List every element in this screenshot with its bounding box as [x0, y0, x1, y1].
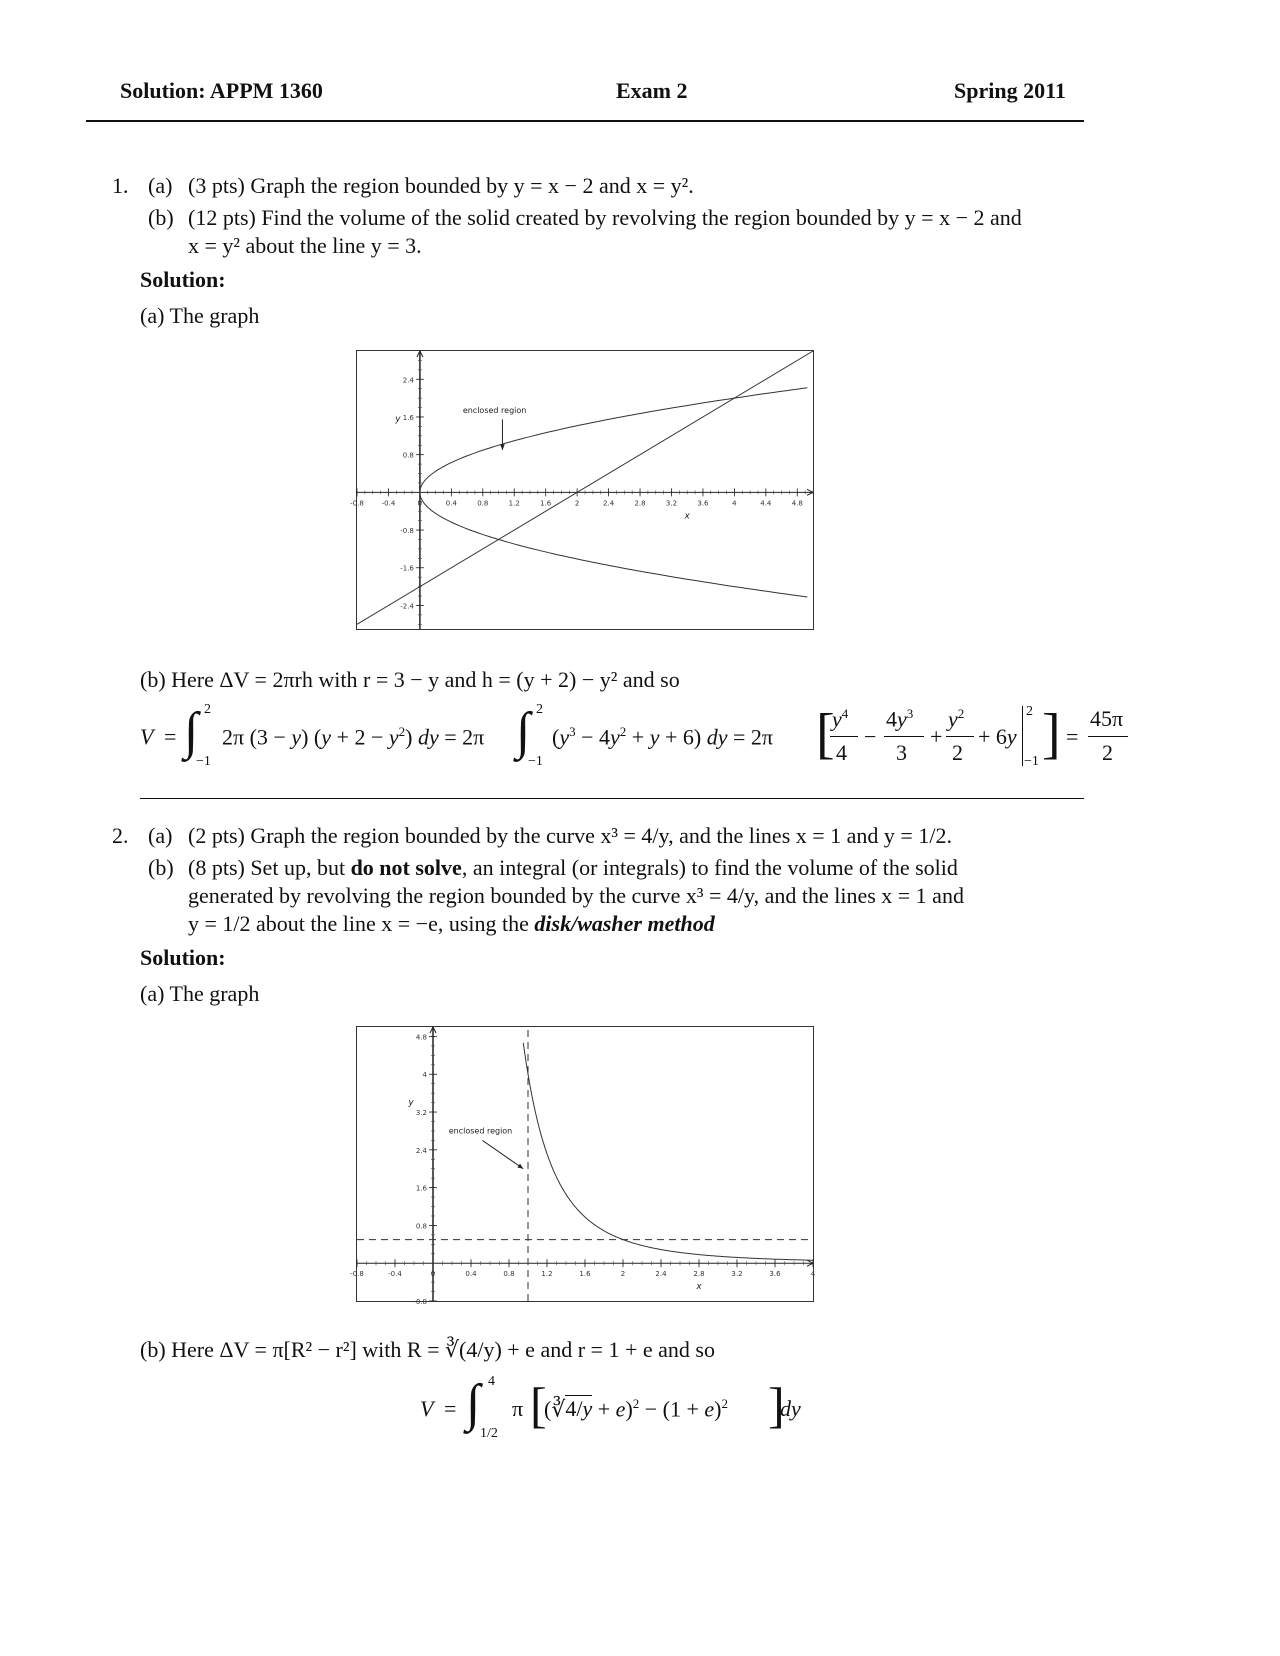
p2-graph-intro: (a) The graph	[140, 981, 260, 1006]
x-tick-label: 0.4	[465, 1270, 477, 1279]
x-tick-label: 3.6	[769, 1270, 781, 1279]
x-tick-label: 3.6	[697, 499, 709, 508]
x-tick-label: 2	[620, 1270, 626, 1279]
p2-b-line2: generated by revolving the region bounded by the curve x³ = 4/y, and the lines x = 1 and	[188, 883, 964, 908]
p1-volume-equation: V = ∫ 2 −1 2π (3 − y) $(y + 2 - y^2)$ dy = 2π ∫ 2 −1 $(y^3 - 4y^2 + y + 6)$ dy = 2π [ $y^4$ 4 − $4y^3$ 3 + $y^2$ 2 + 6y 2 −1 ] = 45π 2	[140, 704, 1130, 778]
y-axis-label: y	[408, 1097, 414, 1108]
p2-b-line1-b: , an integral (or integrals) to find the volume of the solid	[461, 855, 958, 880]
x-tick-label: 4	[732, 499, 737, 508]
x-tick-label: 0.8	[477, 499, 489, 508]
p1-number: 1.	[112, 173, 129, 198]
x-tick-label: 0	[430, 1270, 436, 1279]
x-tick-label: 4.8	[791, 499, 803, 508]
y-tick-label: 2.4	[415, 1146, 427, 1155]
x-tick-label: -0.8	[350, 499, 364, 508]
y-tick-label: -1.6	[400, 564, 414, 573]
p2-a-text: (2 pts) Graph the region bounded by the curve x³ = 4/y, and the lines x = 1 and y = 1/2.	[188, 823, 952, 848]
header-rule	[86, 120, 1084, 122]
p1-a-label: (a)	[148, 173, 173, 198]
y-axis-label: y	[395, 414, 401, 425]
p2-b-line1-a: (8 pts) Set up, but	[188, 855, 346, 880]
p1-b-label: (b)	[148, 205, 174, 230]
x-tick-label: -0.8	[350, 1270, 364, 1279]
x-tick-label: -0.4	[381, 499, 396, 508]
series-line	[357, 351, 813, 624]
annotation-label: enclosed region	[462, 406, 527, 416]
x-tick-label: 3.2	[665, 499, 678, 508]
p2-volume-equation: V = ∫ 4 1/2 π [ (∛4/y + $e)^2 - (1 + e)^2$ ] dy	[420, 1374, 801, 1441]
p2-b-method: disk/washer method	[534, 911, 715, 936]
p2-b-label: (b)	[148, 855, 174, 880]
series-line	[417, 492, 808, 597]
x-axis-label: x	[696, 1282, 702, 1293]
x-tick-label: 2.8	[634, 499, 646, 508]
header-center: Exam 2	[616, 78, 688, 103]
x-tick-label: 2	[574, 499, 580, 508]
y-tick-label: 3.2	[415, 1109, 427, 1118]
p1-a-text: (3 pts) Graph the region bounded by y = x − 2 and x = y².	[188, 173, 694, 198]
y-tick-label: -2.4	[400, 602, 414, 611]
p2-b-solution: (b) Here ΔV = π[R² − r²] with R = ∛(4/y) + e and r = 1 + e and so	[140, 1337, 715, 1362]
x-tick-label: 3.2	[731, 1270, 743, 1279]
y-tick-label: 0.8	[415, 1222, 427, 1231]
y-tick-label: 2.4	[402, 376, 414, 385]
x-axis-label: x	[684, 511, 690, 522]
p2-a-label: (a)	[148, 823, 173, 848]
p1-b-line2: x = y² about the line y = 3.	[188, 233, 422, 258]
p2-b-do-not-solve: do not solve	[350, 855, 462, 880]
y-tick-label: -0.8	[400, 527, 414, 536]
x-tick-label: 1.6	[579, 1270, 591, 1279]
y-tick-label: 0.8	[402, 451, 414, 460]
x-tick-label: 1.2	[541, 1270, 553, 1279]
p2-solution-heading: Solution:	[140, 945, 226, 970]
annotation-label: enclosed region	[448, 1126, 513, 1136]
p2-b-line3-a: y = 1/2 about the line x = −e, using the	[188, 911, 529, 936]
header-right: Spring 2011	[954, 78, 1066, 103]
problem-divider	[140, 798, 1084, 799]
y-tick-label: -0.8	[413, 1298, 427, 1306]
p1-b-solution: (b) Here ΔV = 2πrh with r = 3 − y and h = (y + 2) − y² and so	[140, 667, 680, 692]
x-tick-label: 2.4	[655, 1270, 667, 1279]
p2-b-line3	[188, 910, 715, 938]
p2-number: 2.	[112, 823, 129, 848]
y-tick-label: 1.6	[402, 413, 414, 422]
y-tick-label: 4	[422, 1071, 427, 1080]
p1-graph-intro: (a) The graph	[140, 303, 260, 328]
y-tick-label: 4.8	[415, 1033, 427, 1042]
x-tick-label: 0.4	[445, 499, 457, 508]
x-tick-label: 2.8	[693, 1270, 705, 1279]
series-line	[420, 388, 808, 493]
annotation-arrow	[482, 1140, 523, 1168]
x-tick-label: 0	[417, 499, 423, 508]
series-line	[523, 1043, 813, 1261]
annotation-arrowhead	[500, 444, 505, 450]
p1-b-line1: (12 pts) Find the volume of the solid created by revolving the region bounded by y = x − 2 and	[188, 205, 1022, 230]
annotation-arrowhead	[517, 1164, 523, 1169]
x-tick-label: 0.8	[503, 1270, 515, 1279]
x-tick-label: 1.6	[540, 499, 552, 508]
y-tick-label: 1.6	[415, 1184, 427, 1193]
chart-region-cubic-curve	[350, 1026, 816, 1306]
p2-b-line1	[188, 854, 958, 882]
chart-region-parabola-line	[350, 350, 814, 630]
x-tick-label: 2.4	[603, 499, 615, 508]
x-tick-label: 1.2	[508, 499, 520, 508]
p1-solution-heading: Solution:	[140, 267, 226, 292]
header-left: Solution: APPM 1360	[120, 78, 323, 103]
x-tick-label: 4	[810, 1270, 816, 1279]
x-tick-label: 4.4	[760, 499, 772, 508]
x-tick-label: -0.4	[388, 1270, 402, 1279]
